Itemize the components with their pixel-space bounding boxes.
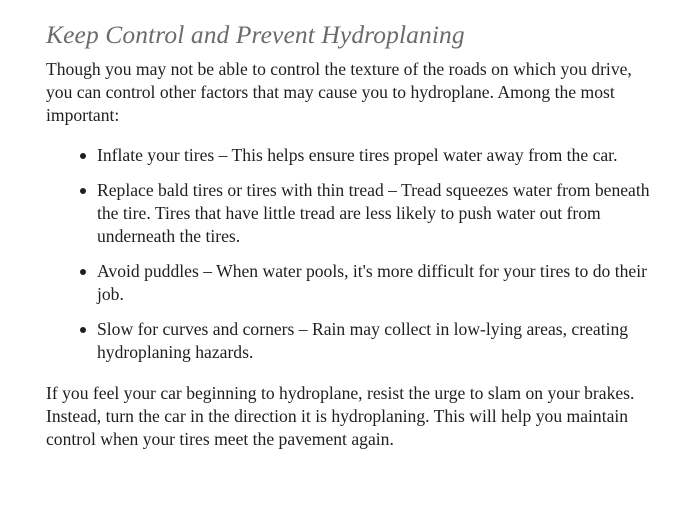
list-item: [97, 144, 658, 167]
bullet-icon: [80, 153, 86, 159]
intro-paragraph: Though you may not be able to control the texture of the roads on which you drive, you can control other factors that may cause you to hydroplane. Among the most important:: [46, 59, 632, 125]
bullet-icon: [80, 188, 86, 194]
list-item: [97, 179, 658, 248]
list-item-text: Slow for curves and corners – Rain may collect in low-lying areas, creating hydroplaning hazards.: [97, 319, 629, 362]
bullet-icon: [80, 327, 86, 333]
list-item-text: Inflate your tires – This helps ensure tires propel water away from the car.: [97, 145, 618, 165]
outro-paragraph: If you feel your car beginning to hydroplane, resist the urge to slam on your brakes. Instead, turn the car in the direction it is hydroplaning. This will help you maintain control when your tires meet the pavement again.: [46, 383, 635, 449]
article-section: [46, 18, 658, 451]
section-heading: Keep Control and Prevent Hydroplaning: [46, 20, 465, 49]
bullet-icon: [80, 269, 86, 275]
list-item-text: Replace bald tires or tires with thin tread – Tread squeezes water from beneath the tire. Tires that have little tread are less likely to push water out from underneath the tires.: [97, 180, 650, 246]
list-item: [97, 260, 658, 306]
list-item: [97, 318, 658, 364]
tips-list: [46, 144, 658, 364]
list-item-text: Avoid puddles – When water pools, it's more difficult for your tires to do their job.: [97, 261, 647, 304]
